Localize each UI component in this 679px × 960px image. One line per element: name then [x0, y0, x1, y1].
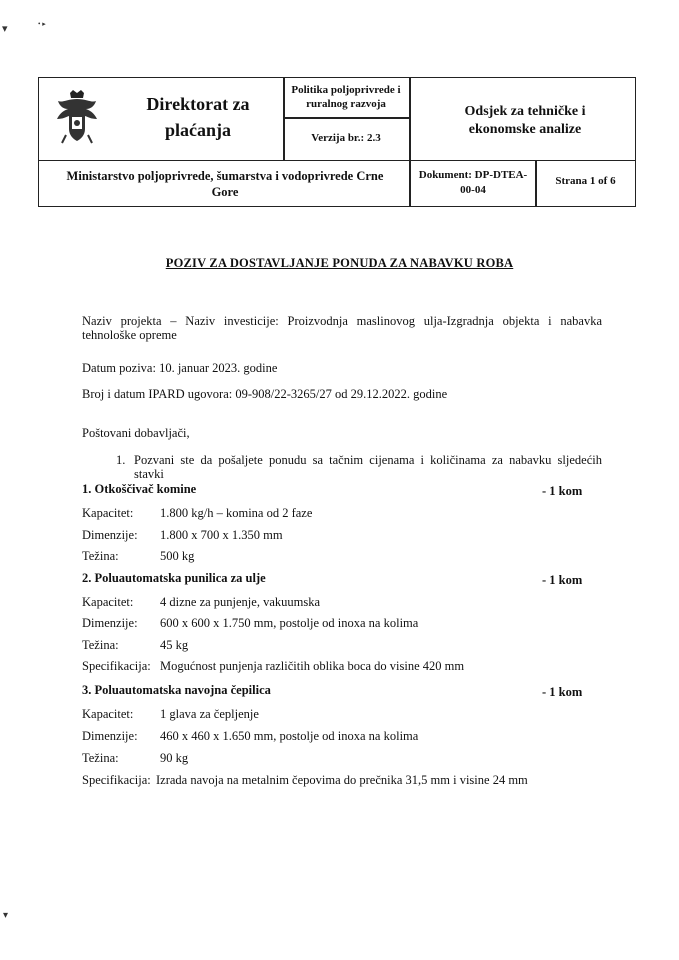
scan-mark: ▾	[3, 910, 9, 921]
spec-value: 600 x 600 x 1.750 mm, postolje od inoxa na kolima	[160, 616, 419, 630]
doc-line1: Dokument: DP-DTEA-	[418, 169, 528, 181]
spec-value: 500 kg	[160, 549, 195, 563]
spec-value: 4 dizne za punjenje, vakuumska	[160, 595, 321, 609]
doc-line2: 00-04	[460, 184, 486, 196]
spec-value: 460 x 460 x 1.650 mm, postolje od inoxa na kolima	[160, 729, 419, 743]
policy-line1: Politika poljoprivrede i	[291, 84, 401, 96]
contract-number: Broj i datum IPARD ugovora: 09-908/22-3265/27 od 29.12.2022. godine	[82, 387, 448, 401]
scan-mark: ▾	[2, 23, 8, 35]
item-quantity: - 1 kom	[542, 573, 583, 587]
spec-label: Dimenzije:	[82, 616, 138, 630]
spec-value: 45 kg	[160, 638, 189, 652]
document-code	[411, 168, 535, 198]
spec-label: Kapacitet:	[82, 595, 134, 609]
spec-label: Težina:	[82, 549, 119, 563]
item-title: 1. Otkoščivač komine	[82, 482, 197, 496]
ministry-line1: Ministarstvo poljoprivrede, šumarstva i vodoprivrede Crne	[66, 169, 384, 183]
project-paragraph	[82, 314, 602, 342]
invite-number: 1.	[116, 453, 126, 467]
spec-label: Dimenzije:	[82, 729, 138, 743]
version-label: Verzija br.: 2.3	[311, 132, 381, 144]
org-name-line1: Direktorat za	[146, 94, 250, 114]
policy-line2: ruralnog razvoja	[306, 98, 386, 110]
project-line1: Naziv projekta – Naziv investicije: Proizvodnja maslinovog ulja-Izgradnja objekta i nabavka	[82, 314, 602, 328]
dept-name	[418, 103, 632, 139]
invite-line2: stavki	[134, 467, 164, 481]
item-quantity: - 1 kom	[542, 484, 583, 498]
invite-line1: Pozvani ste da pošaljete ponudu sa tačnim cijenama i količinama za nabavku sljedećih	[134, 453, 602, 467]
ministry-line2: Gore	[211, 185, 239, 199]
org-name	[118, 91, 278, 143]
item-quantity: - 1 kom	[542, 685, 583, 699]
dept-line1: Odsjek za tehničke i	[464, 104, 586, 119]
policy-text	[285, 83, 407, 111]
spec-value: Izrada navoja na metalnim čepovima do prečnika 31,5 mm i visine 24 mm	[156, 773, 528, 787]
project-line2: tehnološke opreme	[82, 328, 177, 342]
spec-label: Težina:	[82, 751, 119, 765]
spec-label: Specifikacija:	[82, 659, 151, 673]
spec-value: 1 glava za čepljenje	[160, 707, 259, 721]
scan-mark: • ▸	[38, 20, 46, 28]
coat-of-arms-icon	[54, 89, 100, 145]
policy-divider	[285, 117, 409, 119]
item-title: 3. Poluautomatska navojna čepilica	[82, 683, 271, 697]
spec-value: Mogućnost punjenja različitih oblika boca do visine 420 mm	[160, 659, 465, 673]
page-number: Strana 1 of 6	[555, 175, 616, 187]
org-name-line2: plaćanja	[164, 120, 231, 140]
spec-value: 1.800 x 700 x 1.350 mm	[160, 528, 283, 542]
invite-paragraph	[134, 453, 602, 481]
header-table	[38, 77, 636, 207]
spec-label: Dimenzije:	[82, 528, 138, 542]
dept-line2: ekonomske analize	[468, 122, 582, 137]
spec-label: Težina:	[82, 638, 119, 652]
spec-value: 1.800 kg/h – komina od 2 faze	[160, 506, 313, 520]
spec-value: 90 kg	[160, 751, 189, 765]
spec-label: Specifikacija:	[82, 773, 151, 787]
document-title: POZIV ZA DOSTAVLJANJE PONUDA ZA NABAVKU ROBA	[165, 256, 514, 270]
item-title: 2. Poluautomatska punilica za ulje	[82, 571, 266, 585]
spec-label: Kapacitet:	[82, 506, 134, 520]
ministry-name	[42, 168, 408, 200]
invitation-date: Datum poziva: 10. januar 2023. godine	[82, 361, 278, 375]
greeting: Poštovani dobavljači,	[82, 426, 190, 440]
spec-label: Kapacitet:	[82, 707, 134, 721]
